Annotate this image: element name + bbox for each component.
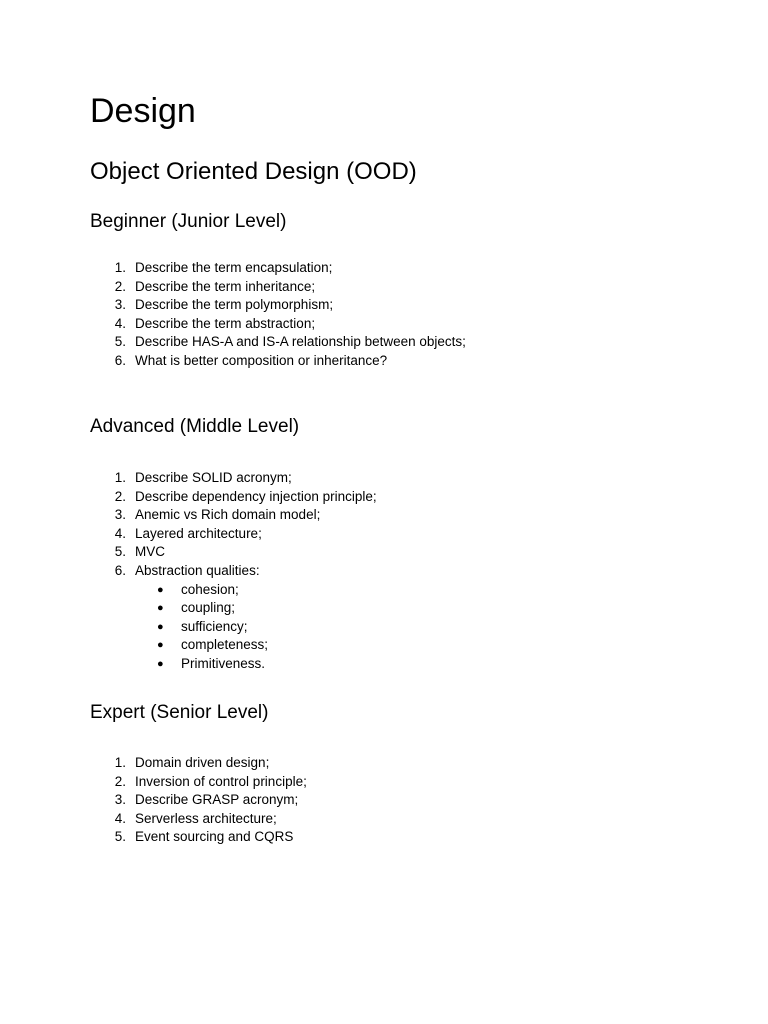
item-text: Event sourcing and CQRS	[135, 829, 294, 845]
item-number: 5.	[114, 829, 126, 845]
item-text: Layered architecture;	[135, 525, 262, 541]
section-heading-expert: Expert (Senior Level)	[90, 702, 269, 723]
item-number: 4.	[114, 315, 126, 331]
bullet-icon: ●	[157, 620, 164, 633]
item-text: Describe the term inheritance;	[135, 278, 316, 294]
bullet-text: coupling;	[181, 600, 236, 616]
item-text: Domain driven design;	[135, 755, 270, 770]
item-text: Describe dependency injection principle;	[135, 488, 377, 504]
item-text: Describe the term abstraction;	[135, 315, 316, 331]
item-text: Describe HAS-A and IS-A relationship between objects;	[135, 334, 466, 350]
item-number: 5.	[114, 334, 126, 350]
item-number: 1.	[114, 260, 126, 275]
item-number: 4.	[114, 525, 126, 541]
bullet-icon: ●	[157, 657, 164, 670]
document-title: Design	[90, 92, 196, 130]
item-number: 4.	[114, 810, 126, 826]
item-text: Describe GRASP acronym;	[135, 792, 299, 808]
item-number: 2.	[114, 488, 126, 504]
item-text: MVC	[135, 544, 165, 560]
item-number: 3.	[114, 507, 126, 523]
item-number: 3.	[114, 792, 126, 808]
item-text: Inversion of control principle;	[135, 773, 307, 789]
item-text: Describe the term encapsulation;	[135, 260, 333, 275]
item-text: Describe SOLID acronym;	[135, 470, 292, 485]
document-subtitle: Object Oriented Design (OOD)	[90, 158, 417, 185]
bullet-icon: ●	[157, 639, 164, 652]
item-text: Anemic vs Rich domain model;	[135, 507, 321, 523]
item-number: 1.	[114, 755, 126, 770]
item-number: 5.	[114, 544, 126, 560]
bullet-text: sufficiency;	[181, 618, 248, 634]
bullet-text: completeness;	[181, 637, 269, 653]
item-number: 6.	[114, 562, 126, 578]
item-text: Describe the term polymorphism;	[135, 297, 334, 313]
bullet-text: Primitiveness.	[181, 655, 266, 671]
item-number: 3.	[114, 297, 126, 313]
section-heading-beginner: Beginner (Junior Level)	[90, 211, 287, 232]
item-number: 1.	[114, 470, 126, 485]
item-number: 2.	[114, 278, 126, 294]
bullet-text: cohesion;	[181, 581, 239, 597]
bullet-icon: ●	[157, 602, 164, 615]
item-text: Serverless architecture;	[135, 810, 277, 826]
item-number: 6.	[114, 352, 126, 368]
item-number: 2.	[114, 773, 126, 789]
item-text: Abstraction qualities:	[135, 562, 260, 578]
bullet-icon: ●	[157, 583, 164, 596]
section-heading-advanced: Advanced (Middle Level)	[90, 416, 300, 437]
item-text: What is better composition or inheritance?	[135, 352, 388, 368]
